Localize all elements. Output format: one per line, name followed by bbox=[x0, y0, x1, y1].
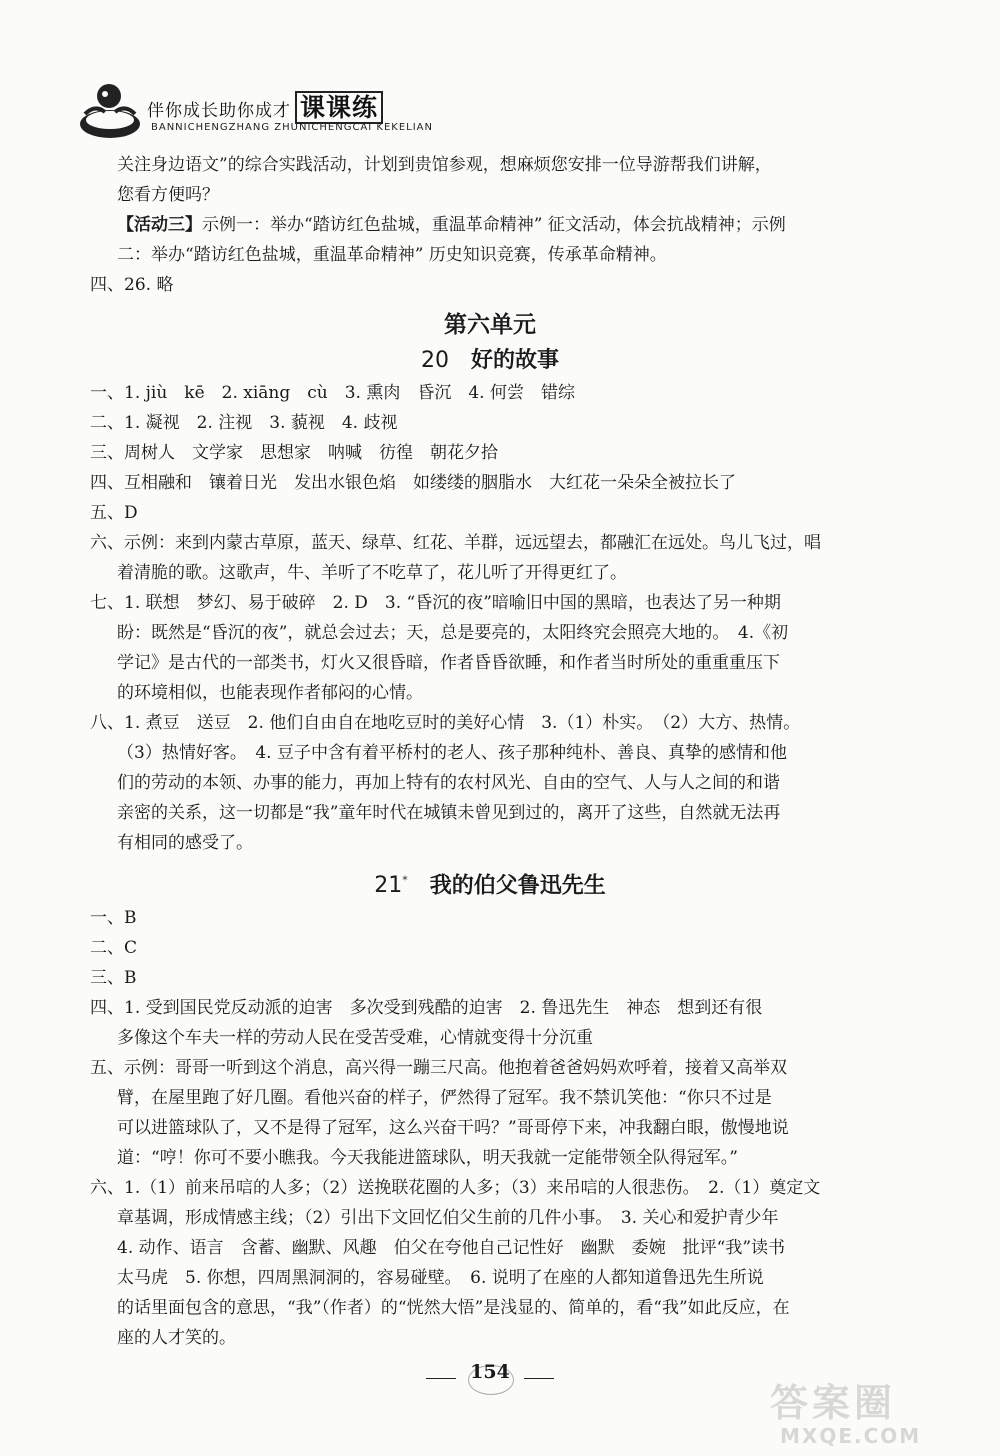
answer-line: 亲密的关系，这一切都是“我”童年时代在城镇未曾见到过的，离开了这些，自然就无法再 bbox=[117, 803, 781, 823]
answer-line: 臂，在屋里跑了好几圈。看他兴奋的样子，俨然得了冠军。我不禁讥笑他：“你只不过是 bbox=[117, 1088, 772, 1109]
answer-line: 四、互相融和 镶着日光 发出水银色焰 如缕缕的胭脂水 大红花一朵朵全被拉长了 bbox=[90, 473, 736, 493]
page-content bbox=[90, 150, 890, 1353]
answer-line: 五、示例：哥哥一听到这个消息，高兴得一蹦三尺高。他抱着爸爸妈妈欢呼着，接着又高举双 bbox=[90, 1058, 787, 1079]
answer-line: 章基调，形成情感主线；（2）引出下文回忆伯父生前的几件小事。 3. 关心和爱护青少年 bbox=[117, 1208, 779, 1229]
lesson-number: 21* bbox=[374, 873, 408, 899]
watermark-url: MXQE.COM bbox=[780, 1424, 922, 1448]
page-number-rule bbox=[524, 1378, 554, 1379]
book-character-icon bbox=[75, 74, 145, 144]
answer-line: 三、B bbox=[90, 968, 137, 989]
answer-line: 七、1. 联想 梦幻、易于破碎 2. D 3. “昏沉的夜”暗喻旧中国的黑暗，也表达了另一种期 bbox=[90, 593, 781, 613]
answer-line: 多像这个车夫一样的劳动人民在受苦受难，心情就变得十分沉重 bbox=[117, 1028, 593, 1049]
answer-line: 道：“哼！你可不要小瞧我。今天我能进篮球队，明天我就一定能带领全队得冠军。” bbox=[117, 1148, 738, 1169]
answer-line: 的环境相似，也能表现作者郁闷的心情。 bbox=[117, 683, 423, 703]
lesson-21-title: 21* 我的伯父鲁迅先生 bbox=[374, 873, 606, 899]
activity-three-cont: 二：举办“踏访红色盐城，重温革命精神” 历史知识竞赛，传承革命精神。 bbox=[117, 245, 667, 265]
page-number-text: 154 bbox=[470, 1361, 510, 1383]
answer-line: 六、示例：来到内蒙古草原，蓝天、绿草、红花、羊群，远远望去，都融汇在远处。鸟儿飞过，唱 bbox=[90, 533, 821, 553]
unit-title: 第六单元 bbox=[444, 312, 536, 338]
lesson-number: 20 bbox=[420, 348, 449, 373]
answer-line: 四、1. 受到国民党反动派的迫害 多次受到残酷的迫害 2. 鲁迅先生 神态 想到还有很 bbox=[90, 998, 763, 1019]
answer-line: 二、1. 凝视 2. 注视 3. 藐视 4. 歧视 bbox=[90, 413, 398, 433]
brand-name: 课课练 bbox=[295, 91, 383, 124]
answer-line: 座的人才笑的。 bbox=[117, 1328, 236, 1349]
answer-line: 着清脆的歌。这歌声，牛、羊听了不吃草了，花儿听了开得更红了。 bbox=[117, 563, 627, 583]
page-header bbox=[75, 72, 675, 147]
header-slogan-pinyin: BANNICHENGZHANG ZHUNICHENGCAI KEKELIAN bbox=[151, 122, 433, 133]
answer-line: 们的劳动的本领、办事的能力，再加上特有的农村风光、自由的空气、人与人之间的和谐 bbox=[117, 773, 780, 793]
watermark-text: 答案圈 bbox=[770, 1381, 897, 1425]
answer-line: 盼：既然是“昏沉的夜”，就总会过去；天，总是要亮的，太阳终究会照亮大地的。 4.《初 bbox=[117, 623, 789, 643]
answer-line: 4. 动作、语言 含蓄、幽默、风趣 伯父在夸他自己记性好 幽默 委婉 批评“我”读书 bbox=[117, 1238, 786, 1259]
answer-line: 可以进篮球队了，又不是得了冠军，这么兴奋干吗？”哥哥停下来，冲我翻白眼，傲慢地说 bbox=[117, 1118, 789, 1139]
answer-line: 一、B bbox=[90, 908, 137, 929]
intro-line: 关注身边语文”的综合实践活动，计划到贵馆参观，想麻烦您安排一位导游帮我们讲解， bbox=[117, 155, 772, 175]
answer-line: 学记》是古代的一部类书，灯火又很昏暗，作者昏昏欲睡，和作者当时所处的重重重压下 bbox=[117, 653, 780, 673]
answer-line: 太马虎 5. 你想，四周黑洞洞的，容易碰壁。 6. 说明了在座的人都知道鲁迅先生所说 bbox=[117, 1268, 764, 1289]
answer-line: 三、周树人 文学家 思想家 呐喊 彷徨 朝花夕拾 bbox=[90, 443, 498, 463]
answer-line: 六、1.（1）前来吊唁的人多；（2）送挽联花圈的人多；（3）来吊唁的人很悲伤。 2.（1）奠定文 bbox=[90, 1178, 821, 1199]
page-number-rule bbox=[426, 1378, 456, 1379]
lesson-20-title: 20 好的故事 bbox=[420, 348, 559, 373]
header-slogan: 伴你成长助你成才 课课练 bbox=[147, 88, 383, 124]
optional-star-mark: * bbox=[402, 874, 408, 887]
page-number bbox=[416, 1361, 566, 1401]
answer-line: 一、1. jiù kē 2. xiāng cù 3. 熏肉 昏沉 4. 何尝 错综 bbox=[90, 383, 575, 403]
answer-q26: 四、26. 略 bbox=[90, 275, 174, 295]
watermark bbox=[770, 1372, 980, 1452]
answer-line: 的话里面包含的意思，“我”（作者）的“恍然大悟”是浅显的、简单的，看“我”如此反应，在 bbox=[117, 1298, 790, 1319]
answer-line: 有相同的感受了。 bbox=[117, 833, 253, 853]
activity-three-label: 【活动三】 bbox=[117, 215, 202, 235]
answer-line: 二、C bbox=[90, 938, 138, 959]
activity-three: 【活动三】示例一：举办“踏访红色盐城，重温革命精神” 征文活动，体会抗战精神；示例 bbox=[117, 215, 786, 235]
answer-line: 八、1. 煮豆 送豆 2. 他们自由自在地吃豆时的美好心情 3.（1）朴实。 （2）大方、热情。 bbox=[90, 713, 801, 733]
answer-line: 五、D bbox=[90, 503, 138, 523]
answer-line: （3）热情好客。 4. 豆子中含有着平桥村的老人、孩子那种纯朴、善良、真挚的感情和他 bbox=[117, 743, 787, 763]
intro-line: 您看方便吗？ bbox=[117, 185, 219, 205]
